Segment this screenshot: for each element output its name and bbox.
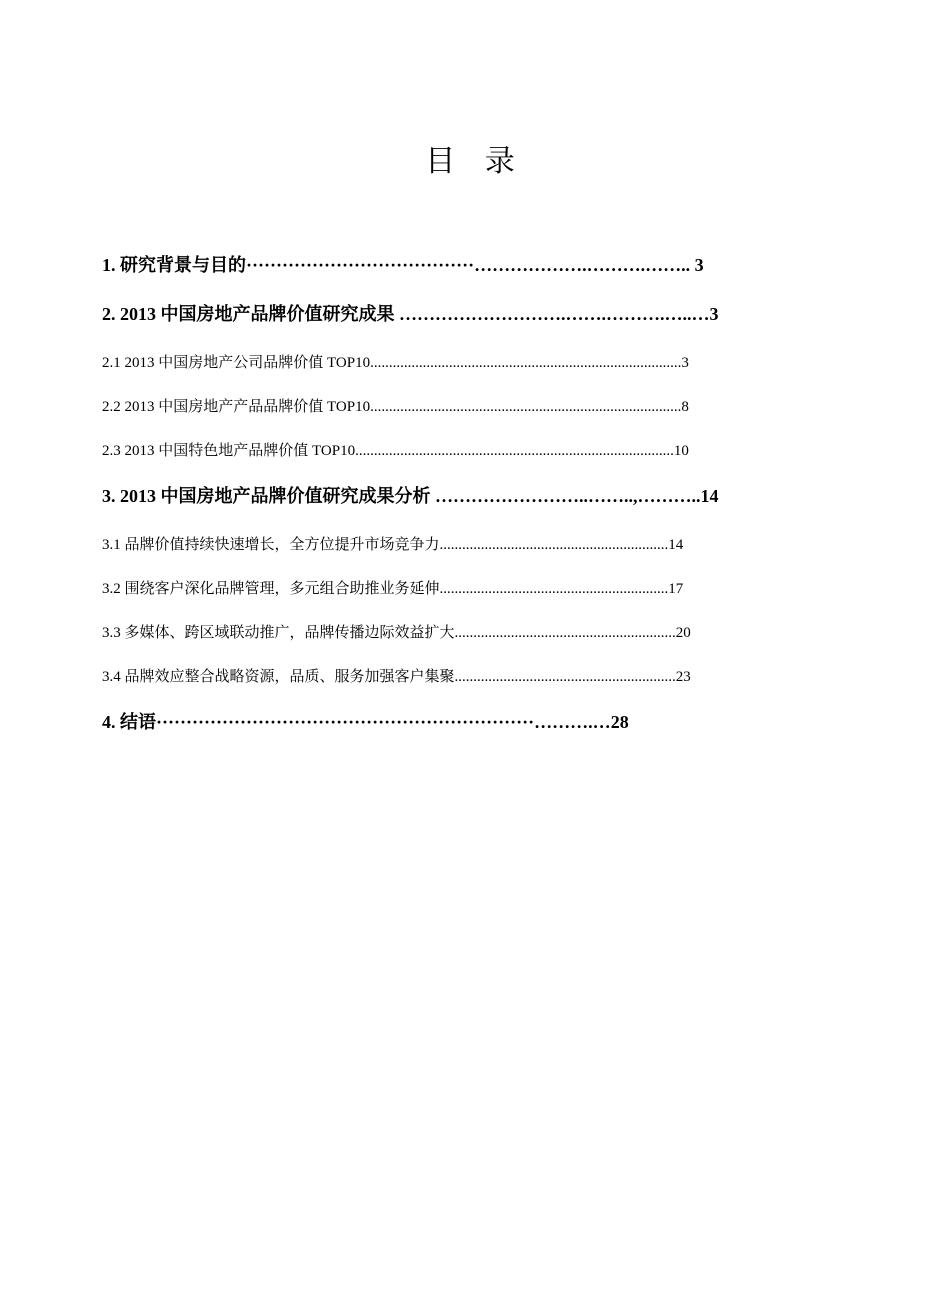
toc-entry-3[interactable]: [102, 484, 719, 508]
toc-entry-page: 3: [681, 355, 689, 371]
toc-entry-leader: ……………………….…….……….…..…: [394, 304, 710, 324]
page-title: 目 录: [425, 144, 525, 179]
toc-entry-title: 3.2 围绕客户深化品牌管理，多元组合助推业务延伸: [102, 581, 440, 597]
toc-entry-title: 4. 结语: [102, 712, 156, 732]
toc-entry-page: 20: [675, 625, 691, 641]
toc-entry-2[interactable]: [102, 302, 719, 326]
toc-entry-2-1[interactable]: [102, 351, 689, 375]
toc-entry-title: 1. 研究背景与目的: [102, 255, 246, 275]
toc-entry-leader: .............................................................: [439, 581, 669, 597]
toc-entry-title: 3.3 多媒体、跨区域联动推广，品牌传播边际效益扩大: [102, 625, 455, 641]
toc-entry-3-3[interactable]: [102, 621, 691, 645]
toc-entry-title: 3.1 品牌价值持续快速增长，全方位提升市场竞争力: [102, 537, 440, 553]
toc-entry-3-4[interactable]: [102, 665, 691, 689]
toc-entry-2-2[interactable]: [102, 395, 689, 419]
toc-entry-title: 3.4 品牌效应整合战略资源，品质、服务加强客户集聚: [102, 669, 455, 685]
toc-entry-1[interactable]: [102, 253, 704, 277]
toc-entry-leader: ·······························································……….…: [156, 712, 611, 732]
toc-entry-3-1[interactable]: [102, 533, 683, 557]
toc-entry-page: 10: [673, 443, 689, 459]
toc-entry-title: 2. 2013 中国房地产品牌价值研究成果: [102, 304, 395, 324]
toc-entry-page: 14: [668, 537, 684, 553]
toc-entry-page: 3: [690, 255, 704, 275]
toc-entry-page: 23: [675, 669, 691, 685]
toc-entry-page: 14: [700, 486, 719, 506]
toc-entry-leader: .............................................................: [439, 537, 669, 553]
toc-entry-leader: ...................................................................................: [370, 399, 682, 415]
toc-entry-4[interactable]: [102, 710, 629, 734]
toc-entry-page: 17: [668, 581, 684, 597]
toc-entry-leader: ……………………..……..,………..: [430, 486, 701, 506]
toc-entry-leader: ...........................................................: [454, 669, 676, 685]
toc-entry-page: 8: [681, 399, 689, 415]
toc-entry-page: 3: [709, 304, 719, 324]
toc-entry-title: 2.1 2013 中国房地产公司品牌价值 TOP10: [102, 355, 371, 371]
toc-entry-3-2[interactable]: [102, 577, 683, 601]
toc-entry-leader: ...................................................................................: [370, 355, 682, 371]
toc-entry-leader: ······································……………….……….……..: [246, 255, 691, 275]
toc-entry-page: 28: [610, 712, 629, 732]
toc-entry-2-3[interactable]: [102, 439, 689, 463]
toc-entry-leader: .....................................................................................: [355, 443, 674, 459]
toc-entry-title: 3. 2013 中国房地产品牌价值研究成果分析: [102, 486, 431, 506]
toc-entry-leader: ...........................................................: [454, 625, 676, 641]
toc-entry-title: 2.2 2013 中国房地产产品品牌价值 TOP10: [102, 399, 371, 415]
toc-entry-title: 2.3 2013 中国特色地产品牌价值 TOP10: [102, 443, 356, 459]
